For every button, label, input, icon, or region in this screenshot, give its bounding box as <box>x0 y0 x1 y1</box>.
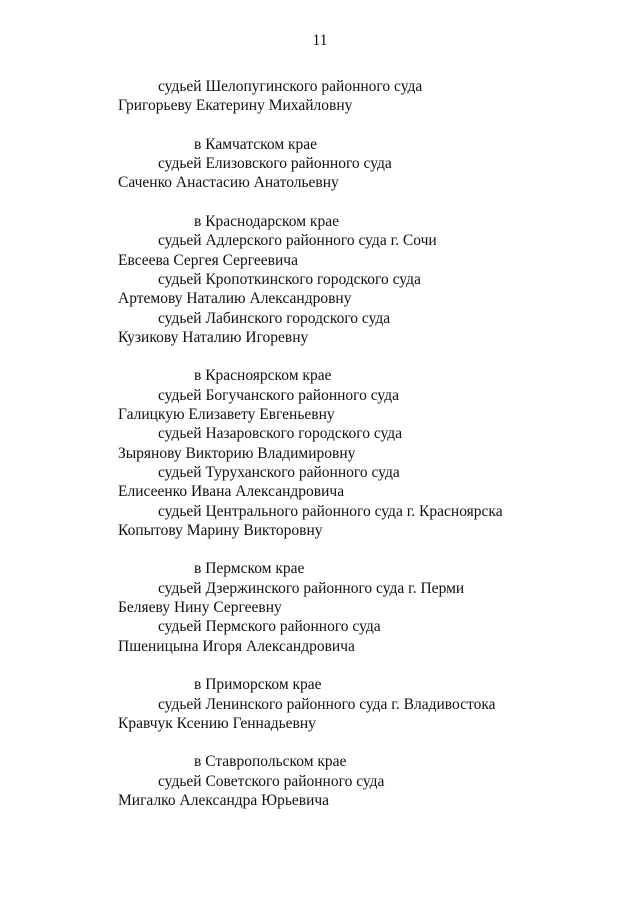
region-heading: в Пермском крае <box>194 560 305 578</box>
court-line: судьей Пермского районного суда <box>158 618 381 636</box>
court-line: судьей Ленинского районного суда г. Владивостока <box>158 695 496 713</box>
court-line: судьей Назаровского городского суда <box>158 425 403 443</box>
section <box>0 212 640 347</box>
court-line: судьей Туруханского районного суда <box>158 463 400 481</box>
court-line: судьей Лабинского городского суда <box>158 309 391 327</box>
court-line: судьей Советского районного суда <box>158 772 385 790</box>
region-heading: в Краснодарском крае <box>194 213 339 231</box>
section <box>0 135 640 193</box>
appointee-name: Кузикову Наталию Игоревну <box>118 328 309 346</box>
section <box>0 752 640 810</box>
section <box>0 675 640 733</box>
section-spacer <box>0 540 640 559</box>
section <box>0 559 640 655</box>
court-line: судьей Богучанского районного суда <box>158 386 399 404</box>
appointee-name: Кравчук Ксению Геннадьевну <box>118 714 316 732</box>
appointee-name: Артемову Наталию Александровну <box>118 290 352 308</box>
region-heading: в Приморском крае <box>194 676 322 694</box>
appointee-name: Пшеницына Игоря Александровича <box>118 637 355 655</box>
appointee-name: Зырянову Викторию Владимировну <box>118 444 356 462</box>
court-line: судьей Центрального районного суда г. Красноярска <box>158 502 503 520</box>
court-line: судьей Дзержинского районного суда г. Перми <box>158 579 465 597</box>
court-line: судьей Адлерского районного суда г. Сочи <box>158 232 437 250</box>
appointee-name: Евсеева Сергея Сергеевича <box>118 251 298 269</box>
court-line: судьей Кропоткинского городского суда <box>158 270 421 288</box>
section-spacer <box>0 116 640 135</box>
section-spacer <box>0 733 640 752</box>
section <box>0 77 640 116</box>
appointee-name: Копытову Марину Викторовну <box>118 521 323 539</box>
region-heading: в Ставропольском крае <box>194 753 347 771</box>
appointee-name: Галицкую Елизавету Евгеньевну <box>118 406 335 424</box>
region-heading: в Красноярском крае <box>194 367 332 385</box>
document-body <box>0 77 640 810</box>
court-line: судьей Шелопугинского районного суда <box>158 78 423 95</box>
section-spacer <box>0 347 640 366</box>
appointee-name: Беляеву Нину Сергеевну <box>118 599 282 617</box>
section <box>0 366 640 540</box>
appointee-name: Григорьеву Екатерину Михайловну <box>118 97 353 115</box>
court-line: судьей Елизовского районного суда <box>158 155 392 173</box>
appointee-name: Мигалко Александра Юрьевича <box>118 791 330 809</box>
region-heading: в Камчатском крае <box>194 135 318 153</box>
section-spacer <box>0 656 640 675</box>
appointee-name: Елисеенко Ивана Александровича <box>118 483 345 501</box>
page-number: 11 <box>312 32 328 49</box>
appointee-name: Саченко Анастасию Анатольевну <box>118 174 339 192</box>
section-spacer <box>0 193 640 212</box>
